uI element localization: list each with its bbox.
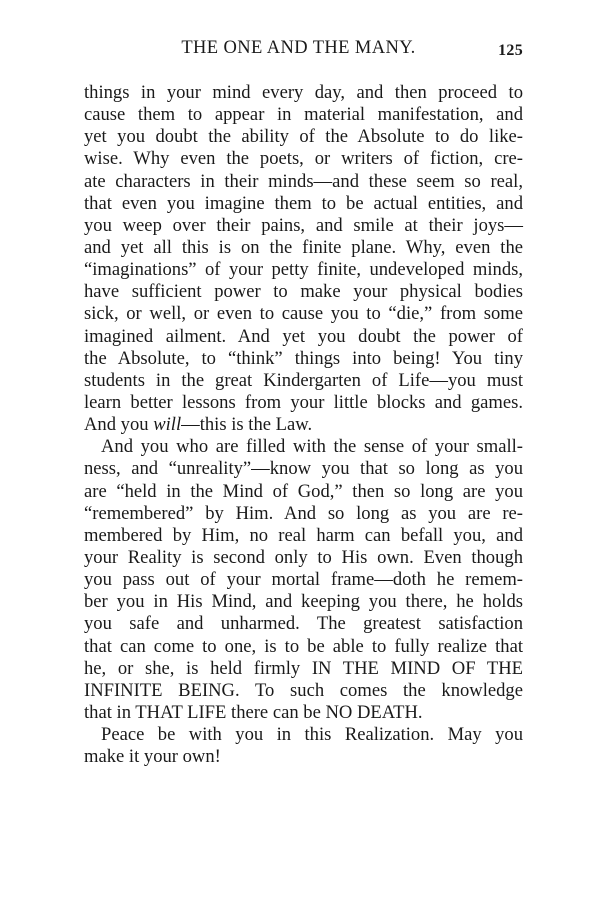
text-segment: “imaginations” of your petty finite, undeveloped minds, xyxy=(84,259,523,281)
text-segment: your Reality is second only to His own. Even though xyxy=(84,546,523,568)
text-line xyxy=(84,547,523,569)
text-line xyxy=(84,237,523,259)
text-segment: you safe and unharmed. The greatest satisfaction xyxy=(84,613,523,635)
text-segment: the Absolute, to “think” things into being! You tiny xyxy=(84,347,523,369)
text-line xyxy=(84,392,523,414)
text-line xyxy=(84,658,523,680)
text-line xyxy=(84,702,523,724)
text-segment: you weep over their pains, and smile at their joys— xyxy=(84,214,523,236)
text-segment: make it your own! xyxy=(84,746,221,768)
text-line xyxy=(84,348,523,370)
text-segment: “remembered” by Him. And so long as you are re- xyxy=(84,502,523,524)
text-segment: cause them to appear in material manifestation, and xyxy=(84,104,523,126)
text-line xyxy=(84,636,523,658)
text-segment: students in the great Kindergarten of Life—you must xyxy=(84,369,523,391)
text-segment: sick, or well, or even to cause you to “die,” from some xyxy=(84,303,523,325)
text-line xyxy=(84,613,523,635)
text-segment: membered by Him, no real harm can befall you, and xyxy=(84,524,523,546)
text-segment: learn better lessons from your little blocks and games. xyxy=(84,391,523,413)
paragraph xyxy=(84,724,523,768)
text-line xyxy=(84,104,523,126)
text-line xyxy=(84,458,523,480)
text-segment: imagined ailment. And yet you doubt the power of xyxy=(84,325,523,347)
text-line xyxy=(84,436,523,458)
text-segment: ber you in His Mind, and keeping you there, he holds xyxy=(84,591,523,613)
text-line xyxy=(84,193,523,215)
text-line xyxy=(84,281,523,303)
text-segment: have sufficient power to make your physical bodies xyxy=(84,281,523,303)
text-segment: ate characters in their minds—and these seem so real, xyxy=(84,170,523,192)
text-line xyxy=(84,746,523,768)
running-title: THE ONE AND THE MANY. xyxy=(181,38,416,58)
text-line xyxy=(84,591,523,613)
text-segment: wise. Why even the poets, or writers of fiction, cre- xyxy=(84,148,523,170)
text-line xyxy=(84,414,523,436)
text-line xyxy=(84,82,523,104)
text-segment: INFINITE BEING. To such comes the knowledge xyxy=(84,679,523,701)
paragraph xyxy=(84,82,523,436)
text-segment: —this is the Law. xyxy=(181,414,313,436)
text-segment: yet you doubt the ability of the Absolute to do like- xyxy=(84,126,523,148)
text-segment: and yet all this is on the finite plane. Why, even the xyxy=(84,236,523,258)
text-line xyxy=(84,171,523,193)
text-line xyxy=(84,680,523,702)
running-head xyxy=(84,38,523,62)
text-line xyxy=(84,724,523,746)
text-line xyxy=(84,525,523,547)
text-line xyxy=(84,569,523,591)
text-line xyxy=(84,326,523,348)
text-line xyxy=(84,126,523,148)
text-segment: that in THAT LIFE there can be NO DEATH. xyxy=(84,701,423,723)
text-line xyxy=(84,215,523,237)
text-segment: And you who are filled with the sense of your small- xyxy=(101,436,523,458)
text-line xyxy=(84,503,523,525)
text-line xyxy=(84,481,523,503)
text-line xyxy=(84,303,523,325)
text-segment: you pass out of your mortal frame—doth he remem- xyxy=(84,569,523,591)
text-line xyxy=(84,370,523,392)
text-segment: that even you imagine them to be actual entities, and xyxy=(84,192,523,214)
text-segment: that can come to one, is to be able to fully realize that xyxy=(84,635,523,657)
text-segment: ness, and “unreality”—know you that so long as you xyxy=(84,458,523,480)
text-segment: And you xyxy=(84,414,154,436)
text-line xyxy=(84,259,523,281)
text-line xyxy=(84,148,523,170)
body-text xyxy=(84,82,523,768)
text-segment: Peace be with you in this Realization. May you xyxy=(101,724,523,746)
text-segment: he, or she, is held firmly IN THE MIND OF THE xyxy=(84,657,523,679)
paragraph xyxy=(84,436,523,724)
italic-text: will xyxy=(153,414,182,436)
page-number: 125 xyxy=(498,42,523,59)
text-segment: are “held in the Mind of God,” then so long are you xyxy=(84,480,523,502)
text-segment: things in your mind every day, and then proceed to xyxy=(84,82,523,103)
